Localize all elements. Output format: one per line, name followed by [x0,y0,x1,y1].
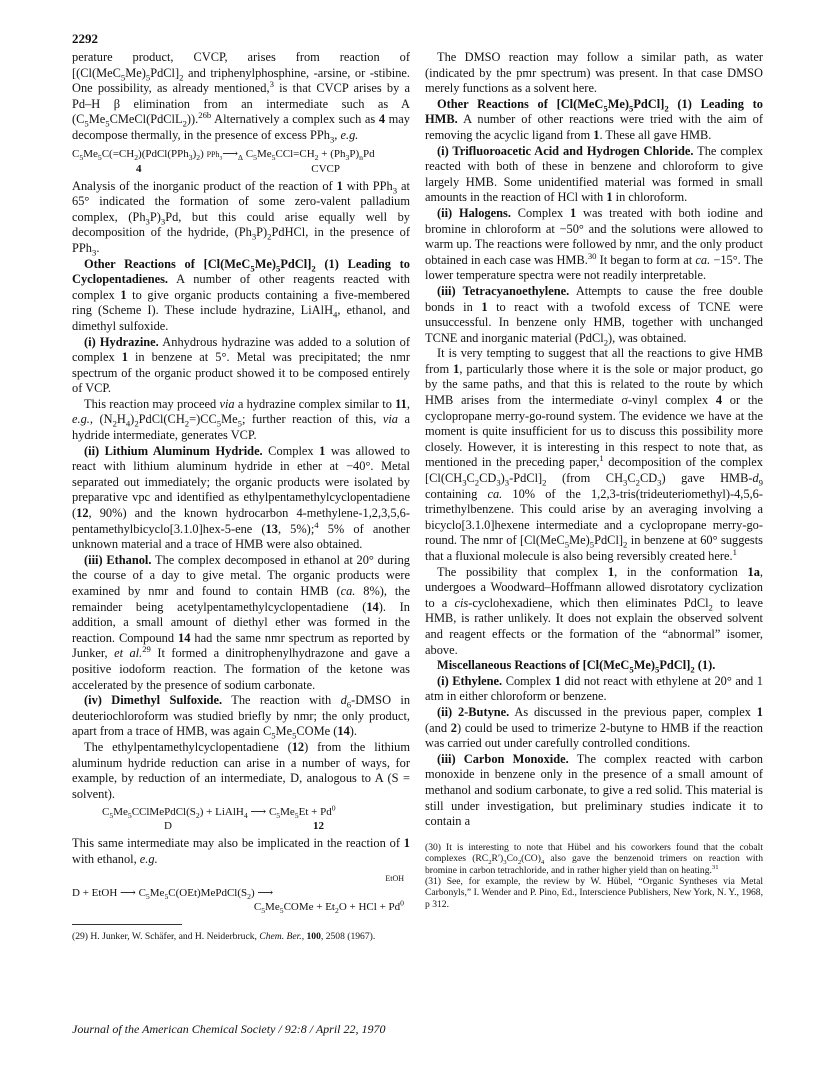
paragraph: (iv) Dimethyl Sulfoxide. The reaction with $d_6$-DMSO in deuteriochloroform was studied briefly by nmr; the only product, apart from a trace of HMB, was again $C_5Me_5COMe$ (14). [72,693,411,741]
paragraph: Analysis of the inorganic product of the reaction of 1 with PPh$_3$ at 65° indicated the formation of some zero-valent palladium complex, $(Ph_3P)_3Pd$, but this could arise equally well by decomposition of the hydride, $(Ph_3P)_2PdHCl$, in the presence of PPh$_3$. [72,178,410,258]
paragraph: (i) Hydrazine. Anhydrous hydrazine was added to a solution of complex 1 in benzene at 5°. Metal was precipitated; the nmr spectrum of the organic product showed it to be composed entirely of VCP. [72,334,410,396]
paragraph: Other Reactions of $[Cl(MeC_5Me)_5PdCl]_2$ (1) Leading to Cyclopentadienes. A number of other reagents reacted with complex 1 to give organic products containing a five-membered ring (Scheme I). These include hydrazine, LiAlH$_4$, ethanol, and dimethyl sulfoxide. [72,256,411,333]
footnote: (31) See, for example, the review by W. Hübel, “Organic Syntheses via Metal Carbonyls,” I. Wender and P. Pino, Ed., Interscience Publishers, New York, N. Y., 1968, p 312. [425,875,763,910]
paragraph: perature product, CVCP, arises from reaction of [$(Cl(MeC_5Me)_5PdCl]_2$ and triphenylphosphine, -arsine, or -stibine. One possibility, as already mentioned,$^3$ is that CVCP arises by a Pd–H β elimination from an intermediate such as A $(C_5Me_5CMeCl(PdClL_2)).^{26b}$ Alternatively a complex such as 4 may decompose thermally, in the presence of excess PPh$_3$, e.g. [72,50,410,145]
paragraph: The ethylpentamethylcyclopentadiene (12) from the lithium aluminum hydride reduction can arise in a number of ways, for example, by reduction of an intermediate, D, analogous to A (S = solvent). [72,739,410,801]
paragraph: Other Reactions of $[Cl(MeC_5Me)_5PdCl]_2$ (1) Leading to HMB. A number of other reactions were tried with the aim of removing the acyclic ligand from 1. These all gave HMB. [425,96,763,142]
paragraph: (ii) Lithium Aluminum Hydride. Complex 1 was allowed to react with lithium aluminum hydride in ether at −40°. Metal separated out immediately; the organic products were isolated by preparative vpc and identified as ethylpentamethylcyclopentadiene (12, 90%) and the known hydrocarbon 4-methylene-1,2,3,5,6-pentamethylbicyclo[3.1.0]hex-5-ene (13, 5%);$^4$ 5% of another unknown material and a trace of HMB were also obtained. [72,443,410,552]
right-footnotes [425,842,763,910]
paragraph: This same intermediate may also be implicated in the reaction of 1 with ethanol, e.g. [72,836,410,866]
footnote: (29) H. Junker, W. Schäfer, and H. Neiderbruck, Chem. Ber., 100, 2508 (1967). [72,930,376,942]
paragraph: (ii) 2-Butyne. As discussed in the previous paper, complex 1 (and 2) could be used to trimerize 2-butyne to HMB if the reaction was carried out under carefully controlled conditions. [425,704,763,751]
paragraph: The possibility that complex 1, in the conformation 1a, undergoes a Woodward–Hoffmann allowed disrotatory cyclization to a cis-cyclohexadiene, which then eliminates PdCl$_2$ to leave HMB, is rather unlikely. It does not explain the observed solvent and reagent effects or the formation of the “abnormal” isomer, above. [425,564,763,657]
footnote-rule [72,924,182,925]
paragraph: The DMSO reaction may follow a similar path, as water (indicated by the pmr spectrum) was present. In that case DMSO merely functions as a solvent here. [425,50,763,96]
equation: EtOH D + EtOH ⟶ $C_5Me_5C(OEt)MePdCl(S_2)$ ⟶ $C_5Me_5COMe + Et_2O$ + HCl + $Pd^0$ [72,873,404,915]
paragraph: It is very tempting to suggest that all the reactions to give HMB from 1, particularly those where it is the sole or major product, go by the same paths, and that this is related to the route by which HMB arises from the intermediate σ-vinyl complex 4 or the cyclopropane merry-go-round system. The evidence we have at the moment is quite insufficient for us to discuss this possibility more closely. However, it is interesting in this respect to note that, as mentioned in the preceding paper,$^1$ decomposition of the complex $[Cl(CH_3C_2CD_3)_3-PdCl]_2$ (from $CH_3C_2CD_3$) gave HMB-$d_9$ containing ca. 10% of the 1,2,3-tris(trideuteriomethyl)-4,5,6-trimethylbenzene. This could arise by an averaging involving a bicyclo[3.1.0]hexene intermediate and a cyclopropane merry-go-round. The nmr of $[Cl(MeC_5Me)_5PdCl]_2$ in benzene at 60° suggests that a fluxional molecule is also being reversibly created here.$^1$ [425,346,764,563]
footnote: (30) It is interesting to note that Hübel and his coworkers found that the cobalt complexes $(RC_2R')_3Co_2(CO)_4$ also gave the benzenoid trimers on reaction with bromine in carbon tetrachloride, and in rather higher yield than on heating.$^{31}$ [425,841,763,876]
left-column-body [72,50,410,914]
paragraph: (ii) Halogens. Complex 1 was treated with both iodine and bromine in chloroform at −50° and the solutions were allowed to warm up. The reactions were followed by nmr, and the only product obtained in each case was HMB.$^{30}$ It began to form at ca. −15°. The lower temperature spectra were not readily interpretable. [425,205,764,283]
right-column [425,50,763,910]
paragraph: (i) Trifluoroacetic Acid and Hydrogen Chloride. The complex reacted with both of these in benzene and chloroform to give largely HMB. Some unidentified material was formed in small amounts in the reaction of HCl with 1 in chloroform. [425,143,763,205]
left-column [72,50,410,942]
journal-footer: Journal of the American Chemical Society / 92:8 / April 22, 1970 [72,1022,386,1036]
paragraph: (i) Ethylene. Complex 1 did not react with ethylene at 20° and 1 atm in either chloroform or benzene. [425,673,763,704]
left-footnotes [72,931,410,942]
paragraph: (iii) Carbon Monoxide. The complex reacted with carbon monoxide in benzene only in the presence of a small amount of methanol and sodium carbonate, to give a red solid. This material is still under investigation, but preliminary studies indicate it to contain a [425,751,763,829]
paragraph: This reaction may proceed via a hydrazine complex similar to 11, e.g., $(N_2H_4)_2PdCl(CH_2=)CC_5Me_5$; further reaction of this, via a hydride intermediate, generates VCP. [72,396,410,443]
paragraph: Miscellaneous Reactions of $[Cl(MeC_5Me)_5PdCl]_2$ (1). [437,658,716,675]
page-number: 2292 [72,31,98,46]
equation: $C_5Me_5CClMePdCl(S_2)$ + LiAlH$_4$ ⟶ $C_5Me_5Et + Pd^0$ D 12 [102,803,336,833]
equation: $C_5Me_5C(=CH_2)(PdCl(PPh_3)_2)$ $PPh_3⟶_\Delta$ $C_5Me_5CCl=CH_2 + (Ph_3P)_nPd$ 4 CVCP [72,147,375,175]
paragraph: (iii) Ethanol. The complex decomposed in ethanol at 20° during the course of a day to give metal. The organic products were examined by nmr and found to contain HMB (ca. 8%), the remainder being acetylpentamethylcyclopentadiene (14). In addition, a small amount of diethyl ether was formed in the reaction. Compound 14 had the same nmr spectrum as reported by Junker, et al.$^{29}$ It formed a dinitrophenylhydrazone and gave a positive iodoform reaction. The formation of the ketone was accelerated by the presence of sodium carbonate. [72,552,410,692]
paragraph: (iii) Tetracyanoethylene. Attempts to cause the free double bonds in 1 to react with a twofold excess of TCNE were unsuccessful. In benzene only HMB, together with unchanged TCNE and inorganic material (PdCl$_2$), was obtained. [425,283,763,348]
right-column-body [425,50,763,830]
